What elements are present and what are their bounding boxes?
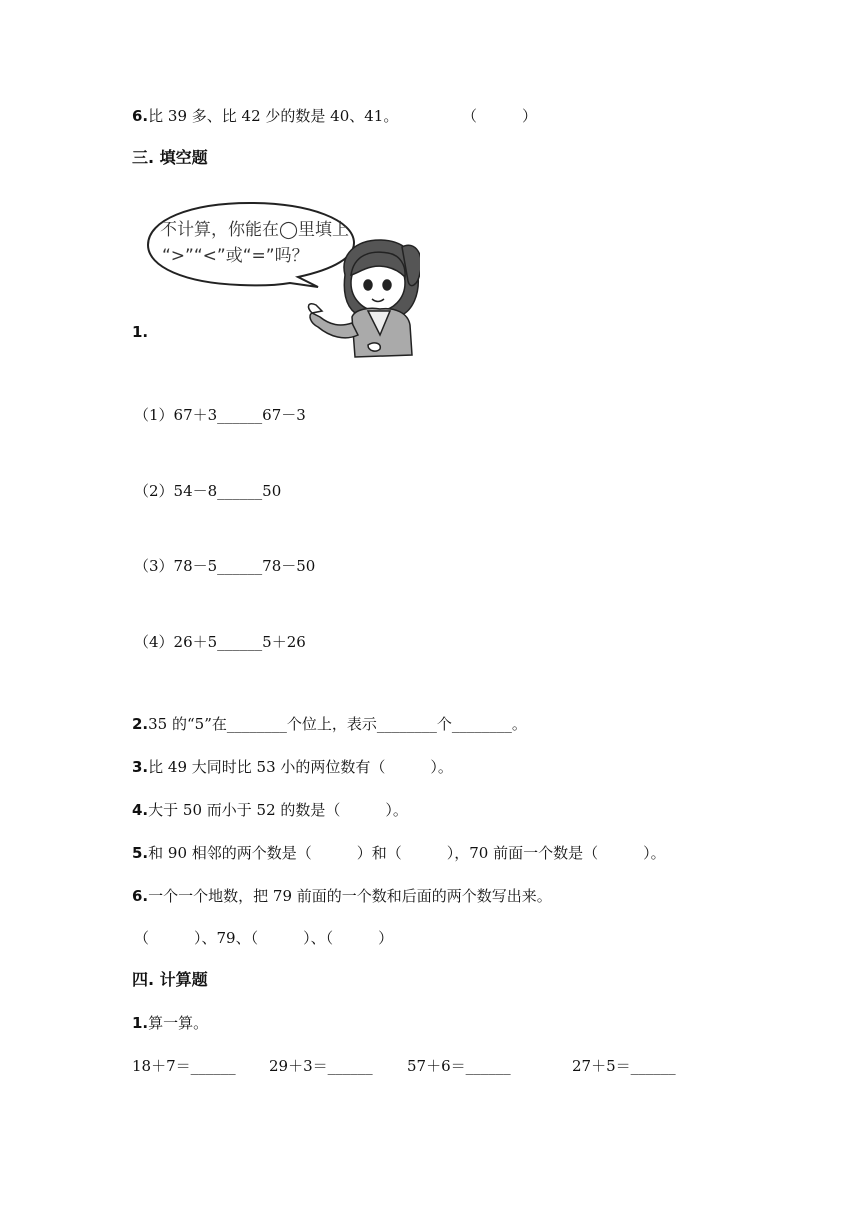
judge-question-6 [132, 106, 538, 126]
section-title-calculation: 四. 计算题 [132, 970, 208, 989]
bubble-text-line-1: 不计算，你能在◯里填上 [160, 220, 350, 240]
compare-item-4: （4）26＋5______5＋26 [134, 633, 306, 651]
calc-question-1 [132, 1013, 208, 1033]
question-text: 大于 50 而小于 52 的数是（ ）。 [148, 801, 408, 819]
question-number: 2. [132, 715, 149, 733]
question-number: 3. [132, 758, 149, 776]
fill-question-4 [132, 800, 408, 820]
fill-question-5 [132, 843, 666, 863]
girl-speech-bubble-illustration [140, 195, 420, 365]
calc-item-4[interactable]: 27＋5＝______ [572, 1057, 676, 1075]
compare-item-2: （2）54－8______50 [134, 482, 282, 500]
bubble-text-line-2: “>”“<”或“=”吗？ [162, 246, 309, 266]
fill-question-2 [132, 714, 527, 734]
question-number: 4. [132, 801, 149, 819]
calc-item-3[interactable]: 57＋6＝______ [407, 1057, 511, 1075]
calc-item-2[interactable]: 29＋3＝______ [269, 1057, 373, 1075]
fill-question-1 [132, 322, 148, 342]
calc-item-1[interactable]: 18＋7＝______ [132, 1057, 236, 1075]
question-text: 35 的“5”在________个位上，表示________个________。 [148, 715, 527, 733]
fill-question-6-answers[interactable]: （ ）、79、（ ）、（ ） [134, 929, 394, 947]
speech-bubble [148, 203, 354, 287]
question-number: 1. [132, 323, 149, 341]
question-text: 比 39 多、比 42 少的数是 40、41。 [148, 107, 399, 125]
question-number: 5. [132, 844, 149, 862]
question-number: 6. [132, 887, 149, 905]
question-text: 比 49 大同时比 53 小的两位数有（ ）。 [148, 758, 453, 776]
compare-item-1: （1）67＋3______67－3 [134, 406, 306, 424]
compare-item-3: （3）78－5______78－50 [134, 557, 316, 575]
answer-parentheses[interactable]: （ ） [462, 107, 538, 125]
question-text: 和 90 相邻的两个数是（ ）和（ ），70 前面一个数是（ ）。 [148, 844, 666, 862]
section-title-fill-in: 三. 填空题 [132, 148, 208, 167]
question-number: 6. [132, 107, 149, 125]
fill-question-6 [132, 886, 552, 906]
question-text: 一个一个地数，把 79 前面的一个数和后面的两个数写出来。 [148, 887, 552, 905]
question-number: 1. [132, 1014, 149, 1032]
question-text: 算一算。 [148, 1014, 209, 1032]
fill-question-3 [132, 757, 453, 777]
